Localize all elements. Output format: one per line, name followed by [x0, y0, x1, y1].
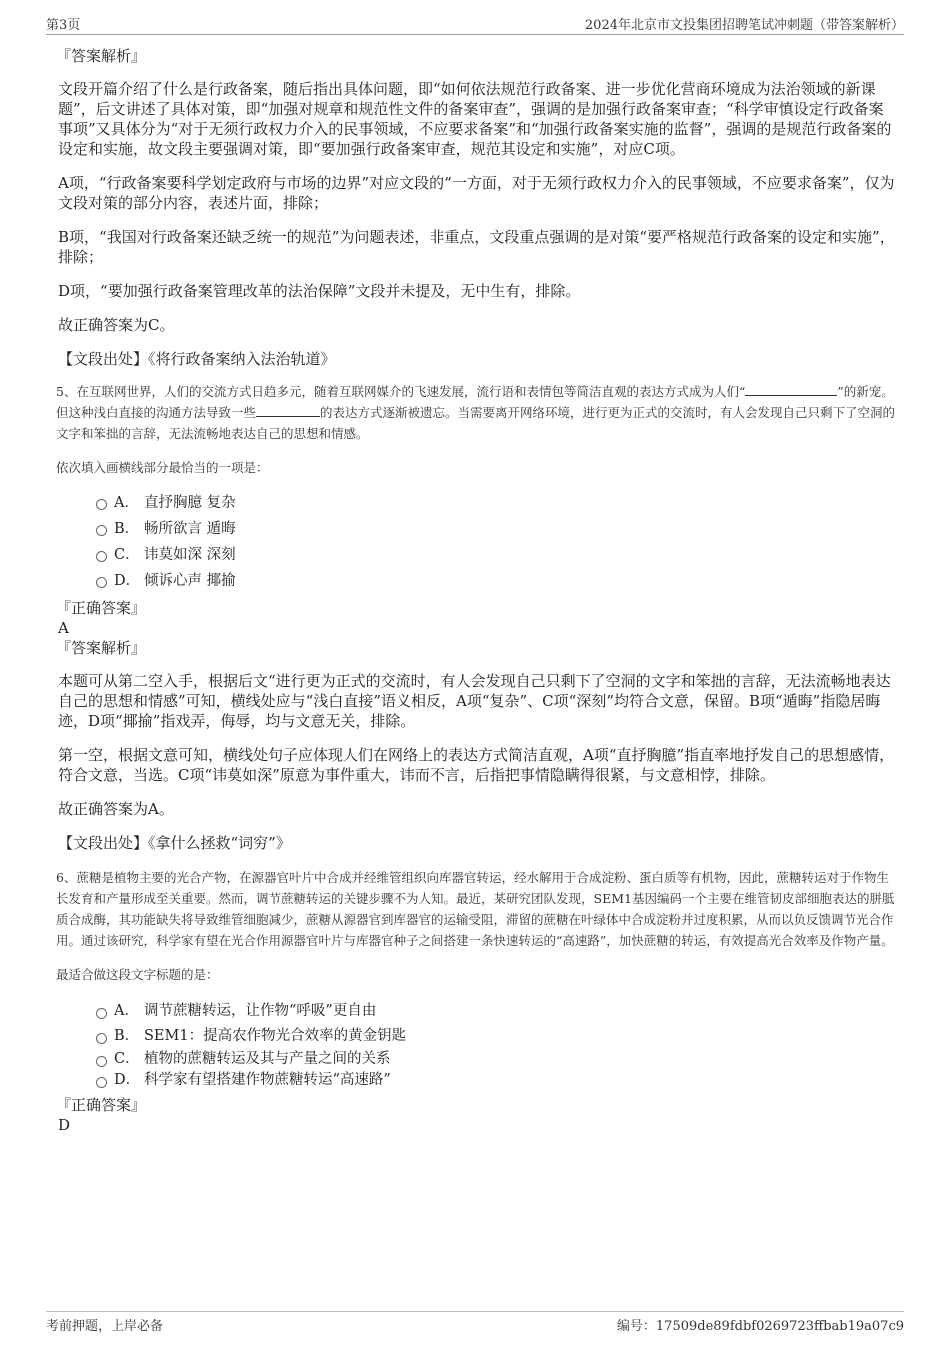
radio-button[interactable]: [96, 577, 107, 588]
q5-answer-label: 『正确答案』: [56, 599, 147, 617]
q5-conclusion: 故正确答案为A。: [58, 800, 174, 818]
q5-analysis-label: 『答案解析』: [56, 639, 147, 657]
q6-option-d[interactable]: D． 科学家有望搭建作物蔗糖转运“高速路”: [56, 1070, 896, 1091]
radio-button[interactable]: [96, 551, 107, 562]
document-id: 编号：17509de89fdbf0269723ffbab19a07c9: [616, 1319, 904, 1334]
q5-answer: A: [58, 619, 69, 637]
q5-option-c[interactable]: C． 讳莫如深 深刻: [56, 542, 896, 568]
q5-analysis-p1: 本题可从第二空入手，根据后文“进行更为正式的交流时，有人会发现自己只剩下了空洞的文字和笨拙的言辞，无法流畅地表达自己的思想和情感”可知，横线处应与“浅白直接”语义相反，A项“复杂”、C项“深刻”均符合文意，保留。B项“遁晦”指隐居晦迹，D项“揶揄”指戏弄，侮辱，均与文意无关，排除。: [58, 672, 891, 730]
q6-question: 6、蔗糖是植物主要的光合产物，在源器官叶片中合成并经维管组织向库器官转运，经水解用于合成淀粉、蛋白质等有机物，因此，蔗糖转运对于作物生长发育和产量形成至关重要。然而，调节蔗糖转运的关键步骤不为人知。最近，某研究团队发现，SEM1基因编码一个主要在维管韧皮部细胞表达的胼胝质合成酶，其功能缺失将导致维管细胞减少，蔗糖从源器官到库器官的运输受阻，滞留的蔗糖在叶绿体中合成淀粉并过度积累，从而以负反馈调节光合作用。通过该研究，科学家有望在光合作用源器官叶片与库器官种子之间搭建一条快速转运的“高速路”，加快蔗糖的转运，有效提高光合效率及作物产量。: [56, 870, 895, 948]
q5-option-b[interactable]: B． 畅所欲言 遁晦: [56, 516, 896, 542]
q4-analysis-p2: A项，“行政备案要科学划定政府与市场的边界”对应文段的“一方面，对于无须行政权力介入的民事领域，不应要求备案”，仅为文段对策的部分内容，表述片面，排除；: [58, 174, 895, 212]
radio-button[interactable]: [96, 499, 107, 510]
page-header: [46, 14, 904, 35]
radio-button[interactable]: [96, 1033, 107, 1044]
page-number: 第3页: [46, 18, 81, 33]
q4-analysis-p4: D项，“要加强行政备案管理改革的法治保障”文段并未提及，无中生有，排除。: [58, 282, 581, 300]
radio-button[interactable]: [96, 525, 107, 536]
q4-analysis-p1: 文段开篇介绍了什么是行政备案，随后指出具体问题，即“如何依法规范行政备案、进一步优化营商环境成为法治领域的新课题”，后文讲述了具体对策，即“加强对规章和规范性文件的备案审查”，强调的是加强行政备案审查；“科学审慎设定行政备案事项”又具体分为“对于无须行政权力介入的民事领域，不应要求备案”和“加强行政备案实施的监督”，强调的是规范行政备案的设定和实施，故文段主要强调对策，即“要加强行政备案审查，规范其设定和实施”，对应C项。: [58, 80, 892, 158]
q5-option-d[interactable]: D． 倾诉心声 揶揄: [56, 568, 896, 594]
q6-options: [56, 999, 896, 1091]
q5-source: 【文段出处】《拿什么拯救“词穷”》: [58, 834, 291, 852]
q5-question-part-a: 5、在互联网世界，人们的交流方式日趋多元，随着互联网媒介的飞速发展，流行语和表情包等简洁直观的表达方式成为人们“: [56, 384, 746, 399]
radio-button[interactable]: [96, 1008, 107, 1019]
document-body: [56, 46, 896, 1135]
radio-button[interactable]: [96, 1056, 107, 1067]
q5-options: [56, 490, 896, 594]
q4-analysis-p3: B项，“我国对行政备案还缺乏统一的规范”为问题表述，非重点，文段重点强调的是对策“要严格规范行政备案的设定和实施”，排除；: [58, 228, 895, 266]
q6-option-c[interactable]: C． 植物的蔗糖转运及其与产量之间的关系: [56, 1049, 896, 1070]
q4-analysis-label: 『答案解析』: [56, 47, 147, 65]
q6-option-a[interactable]: A． 调节蔗糖转运，让作物“呼吸”更自由: [56, 999, 896, 1024]
q6-answer: D: [58, 1116, 71, 1134]
q5-question-part-c: 的表达方式逐渐被遗忘。当需要离开网络环境，进行更为正式的交流时，有人会发现自己只剩下了空洞的文字和笨拙的言辞，无法流畅地表达自己的思想和情感。: [56, 405, 896, 441]
q5-analysis-p2: 第一空，根据文意可知，横线处句子应体现人们在网络上的表达方式简洁直观，A项“直抒胸臆”指直率地抒发自己的思想感情，符合文意，当选。C项“讳莫如深”原意为事件重大，讳而不言，后指把事情隐瞒得很紧，与文意相悖，排除。: [58, 746, 895, 784]
q5-prompt: 依次填入画横线部分最恰当的一项是：: [56, 460, 269, 475]
page-footer: [46, 1311, 904, 1334]
document-title: 2024年北京市文投集团招聘笔试冲刺题（带答案解析）: [584, 18, 904, 33]
footer-slogan: 考前押题，上岸必备: [46, 1319, 164, 1334]
q5-option-a[interactable]: A． 直抒胸臆 复杂: [56, 490, 896, 516]
q6-answer-label: 『正确答案』: [56, 1096, 147, 1114]
radio-button[interactable]: [96, 1077, 107, 1088]
q5-question: [56, 381, 896, 444]
blank-2: [256, 404, 320, 417]
blank-1: [745, 383, 837, 396]
q5-question-part-b: ”的新宠。但这种浅白直接的沟通方法导致一些: [56, 384, 894, 420]
q4-source: 【文段出处】《将行政备案纳入法治轨道》: [58, 350, 336, 368]
q6-prompt: 最适合做这段文字标题的是：: [56, 967, 219, 982]
q6-option-b[interactable]: B． SEM1：提高农作物光合效率的黄金钥匙: [56, 1024, 896, 1049]
q4-conclusion: 故正确答案为C。: [58, 316, 175, 334]
